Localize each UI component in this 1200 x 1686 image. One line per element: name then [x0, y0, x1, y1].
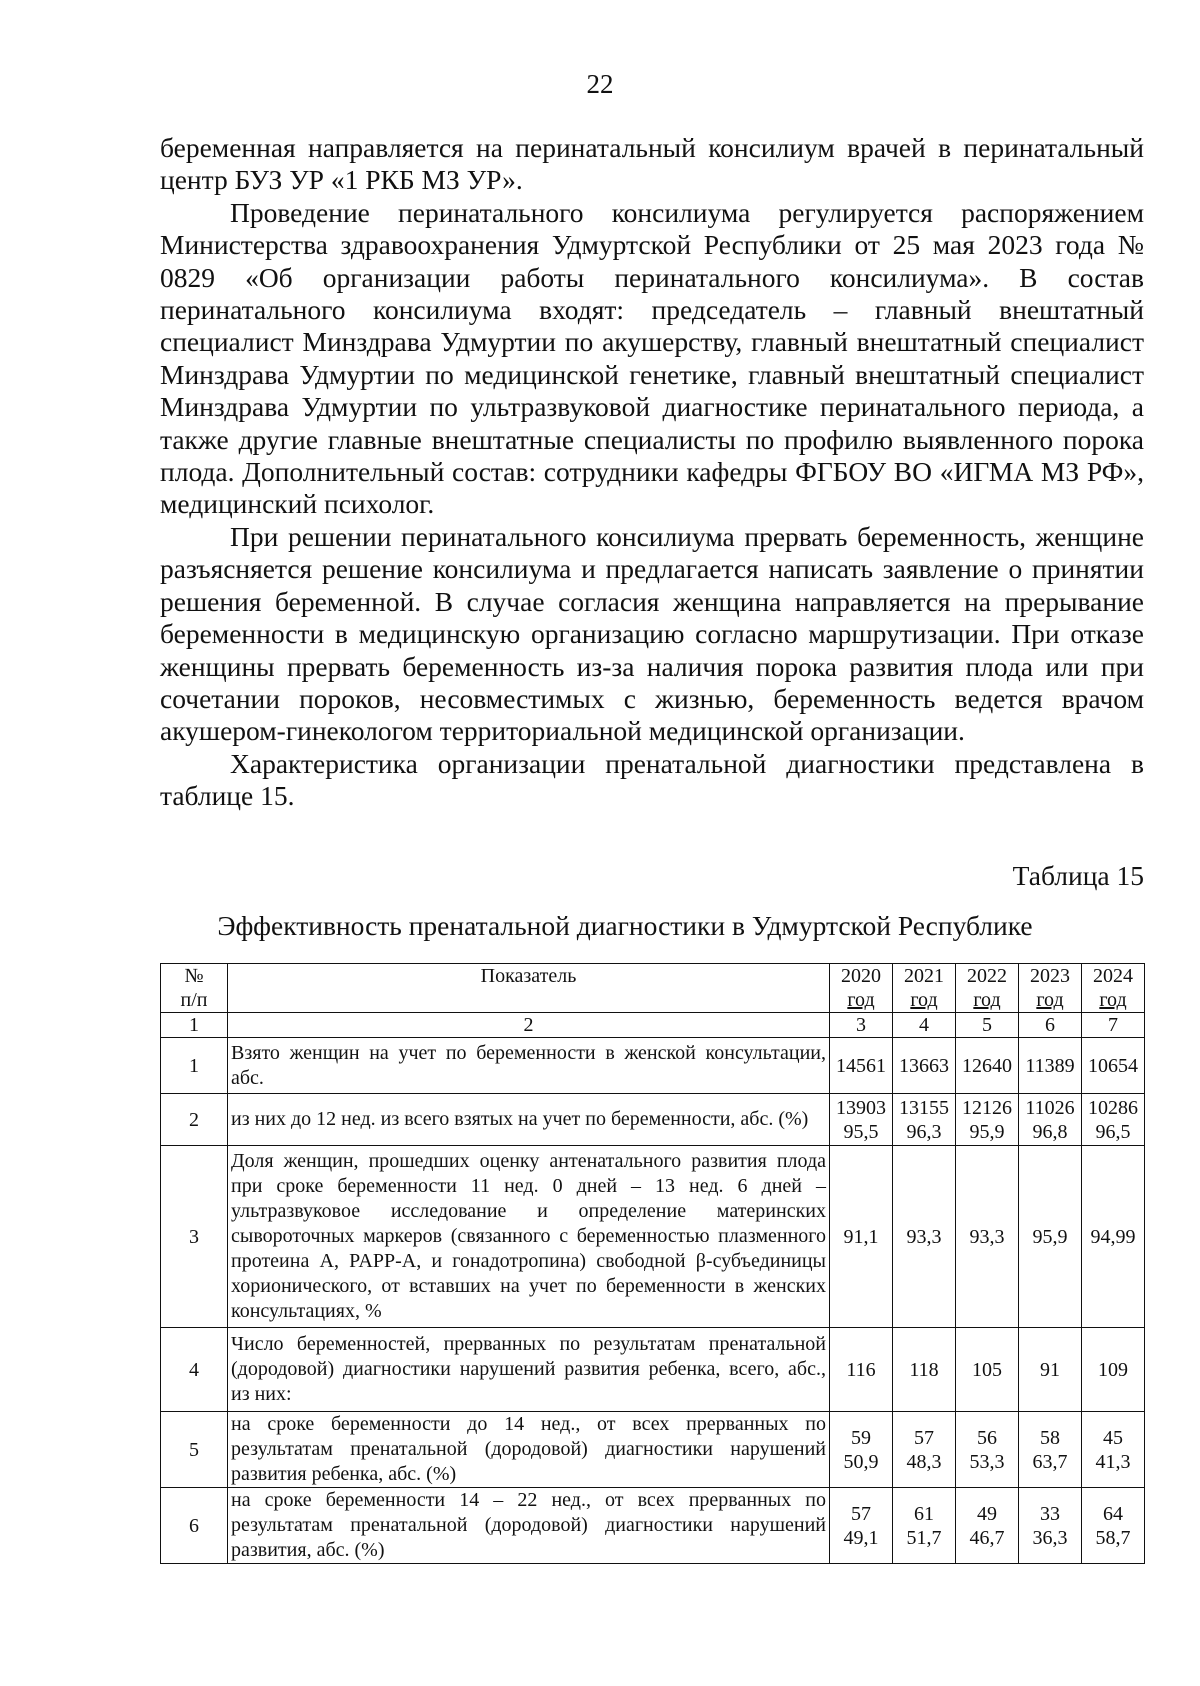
- row-indicator: на сроке беременности 14 – 22 нед., от всех прерванных по результатам пренатальной (дородовой) диагностики нарушений развития, абс. (%): [228, 1488, 830, 1564]
- value-absolute: 109: [1098, 1358, 1128, 1381]
- row-value-cell: [956, 1146, 1019, 1328]
- value-absolute: 12126: [962, 1096, 1012, 1119]
- row-indicator: Доля женщин, прошедших оценку антенатального развития плода при сроке беременности 11 нед. 0 дней – 13 нед. 6 дней – ультразвуковое исследование и определение материнских сывороточных маркеров (связанного с беременностью плазменного протеина А, PAPP-A, и гонадотропина) свободной β-субъединицы хорионического, от вставших на учет по беременности в женских консультациях, %: [228, 1146, 830, 1328]
- value-percent: 95,9: [969, 1120, 1005, 1143]
- value-absolute: 14561: [836, 1054, 886, 1077]
- row-value-cell: [1082, 1328, 1145, 1412]
- value-absolute: 94,99: [1090, 1225, 1136, 1248]
- column-number: 6: [1019, 1013, 1082, 1038]
- row-value-cell: [830, 1328, 893, 1412]
- value-absolute: 91: [1040, 1358, 1060, 1381]
- value-percent: 96,5: [1095, 1120, 1131, 1143]
- header-year-2021: [893, 964, 956, 1013]
- header-year-value: 2024: [1093, 965, 1133, 987]
- value-percent: 50,9: [843, 1450, 879, 1473]
- row-value-cell: [1082, 1412, 1145, 1488]
- value-absolute: 58: [1040, 1426, 1060, 1449]
- row-value-cell: [956, 1412, 1019, 1488]
- paragraph-2: Проведение перинатального консилиума регулируется распоряжением Министерства здравоохранения Удмуртской Республики от 25 мая 2023 года № 0829 «Об организации работы перинатального консилиума». В состав перинатального консилиума входят: председатель – главный внештатный специалист Минздрава Удмуртии по акушерству, главный внештатный специалист Минздрава Удмуртии по медицинской генетике, главный внештатный специалист Минздрава Удмуртии по ультразвуковой диагностике перинатального периода, а также другие главные внештатные специалисты по профилю выявленного порока плода. Дополнительный состав: сотрудники кафедры ФГБОУ ВО «ИГМА МЗ РФ», медицинский психолог.: [160, 196, 1144, 520]
- value-absolute: 116: [846, 1358, 876, 1381]
- value-absolute: 45: [1103, 1426, 1123, 1449]
- value-absolute: 105: [972, 1358, 1002, 1381]
- row-number: 1: [161, 1038, 228, 1094]
- row-value-cell: [893, 1094, 956, 1146]
- table-label: Таблица 15: [1012, 860, 1144, 891]
- value-absolute: 33: [1040, 1502, 1060, 1525]
- column-number: 4: [893, 1013, 956, 1038]
- row-value-cell: [956, 1094, 1019, 1146]
- row-number: 6: [161, 1488, 228, 1564]
- value-percent: 96,3: [906, 1120, 942, 1143]
- row-value-cell: [1019, 1146, 1082, 1328]
- row-value-cell: [830, 1412, 893, 1488]
- row-value-cell: [830, 1094, 893, 1146]
- value-absolute: 93,3: [969, 1225, 1005, 1248]
- header-year-value: 2023: [1030, 965, 1070, 987]
- header-year-word: год: [847, 989, 875, 1011]
- row-value-cell: [830, 1488, 893, 1564]
- value-absolute: 64: [1103, 1502, 1123, 1525]
- value-absolute: 11026: [1025, 1096, 1075, 1119]
- row-value-cell: [893, 1146, 956, 1328]
- header-year-word: год: [973, 989, 1001, 1011]
- header-num: [161, 964, 228, 1013]
- row-number: 4: [161, 1328, 228, 1412]
- row-indicator: на сроке беременности до 14 нед., от всех прерванных по результатам пренатальной (дородовой) диагностики нарушений развития ребенка, абс. (%): [228, 1412, 830, 1488]
- column-number-row: [161, 1013, 1145, 1038]
- row-number: 3: [161, 1146, 228, 1328]
- row-value-cell: [1019, 1488, 1082, 1564]
- value-percent: 36,3: [1032, 1526, 1068, 1549]
- row-value-cell: [893, 1488, 956, 1564]
- row-value-cell: [1082, 1146, 1145, 1328]
- value-percent: 63,7: [1032, 1450, 1068, 1473]
- value-absolute: 13155: [899, 1096, 949, 1119]
- table-header-row: [161, 964, 1145, 1013]
- header-year-2023: [1019, 964, 1082, 1013]
- column-number: 3: [830, 1013, 893, 1038]
- prenatal-diagnostics-table: [160, 963, 1145, 1564]
- row-value-cell: [1019, 1038, 1082, 1094]
- value-absolute: 93,3: [906, 1225, 942, 1248]
- row-value-cell: [1019, 1094, 1082, 1146]
- table-row: [161, 1146, 1145, 1328]
- value-absolute: 95,9: [1032, 1225, 1068, 1248]
- row-number: 2: [161, 1094, 228, 1146]
- row-value-cell: [830, 1038, 893, 1094]
- row-value-cell: [893, 1412, 956, 1488]
- value-percent: 49,1: [843, 1526, 879, 1549]
- row-value-cell: [830, 1146, 893, 1328]
- row-value-cell: [1082, 1094, 1145, 1146]
- page-number: 22: [586, 69, 614, 99]
- value-percent: 95,5: [843, 1120, 879, 1143]
- row-value-cell: [1019, 1328, 1082, 1412]
- header-num-line1: №: [184, 965, 204, 987]
- header-year-word: год: [1099, 989, 1127, 1011]
- value-percent: 51,7: [906, 1526, 942, 1549]
- value-absolute: 13663: [899, 1054, 949, 1077]
- row-value-cell: [893, 1038, 956, 1094]
- column-number: 2: [228, 1013, 830, 1038]
- value-absolute: 118: [909, 1358, 939, 1381]
- row-value-cell: [956, 1038, 1019, 1094]
- table-row: [161, 1094, 1145, 1146]
- value-percent: 58,7: [1095, 1526, 1131, 1549]
- header-year-value: 2020: [841, 965, 881, 987]
- value-absolute: 12640: [962, 1054, 1012, 1077]
- value-percent: 48,3: [906, 1450, 942, 1473]
- header-year-2024: [1082, 964, 1145, 1013]
- table-row: [161, 1038, 1145, 1094]
- row-value-cell: [893, 1328, 956, 1412]
- row-indicator: Число беременностей, прерванных по результатам пренатальной (дородовой) диагностики нарушений развития ребенка, всего, абс., из них:: [228, 1328, 830, 1412]
- paragraph-4: Характеристика организации пренатальной диагностики представлена в таблице 15.: [160, 747, 1144, 812]
- row-value-cell: [1082, 1038, 1145, 1094]
- value-absolute: 91,1: [843, 1225, 879, 1248]
- value-absolute: 10286: [1088, 1096, 1138, 1119]
- row-number: 5: [161, 1412, 228, 1488]
- header-num-line2: п/п: [180, 989, 208, 1011]
- header-year-word: год: [1036, 989, 1064, 1011]
- value-absolute: 56: [977, 1426, 997, 1449]
- paragraph-3: При решении перинатального консилиума прервать беременность, женщине разъясняется решение консилиума и предлагается написать заявление о принятии решения беременной. В случае согласия женщина направляется на прерывание беременности в медицинскую организацию согласно маршрутизации. При отказе женщины прервать беременность из-за наличия порока развития плода или при сочетании пороков, несовместимых с жизнью, беременность ведется врачом акушером-гинекологом территориальной медицинской организации.: [160, 520, 1144, 747]
- table-body: [161, 1038, 1145, 1564]
- value-absolute: 61: [914, 1502, 934, 1525]
- value-absolute: 11389: [1025, 1054, 1075, 1077]
- table-title: Эффективность пренатальной диагностики в Удмуртской Республике: [217, 910, 1033, 941]
- table-row: [161, 1488, 1145, 1564]
- value-percent: 96,8: [1032, 1120, 1068, 1143]
- value-absolute: 57: [914, 1426, 934, 1449]
- table-row: [161, 1412, 1145, 1488]
- body-text: [160, 132, 1144, 813]
- row-indicator: Взято женщин на учет по беременности в женской консультации, абс.: [228, 1038, 830, 1094]
- header-year-value: 2022: [967, 965, 1007, 987]
- value-percent: 46,7: [969, 1526, 1005, 1549]
- paragraph-1: беременная направляется на перинатальный консилиум врачей в перинатальный центр БУЗ УР «1 РКБ МЗ УР».: [160, 132, 1144, 196]
- column-number: 1: [161, 1013, 228, 1038]
- row-value-cell: [956, 1328, 1019, 1412]
- header-indicator: Показатель: [228, 964, 830, 1013]
- value-percent: 53,3: [969, 1450, 1005, 1473]
- header-year-2022: [956, 964, 1019, 1013]
- value-absolute: 49: [977, 1502, 997, 1525]
- table-row: [161, 1328, 1145, 1412]
- header-year-2020: [830, 964, 893, 1013]
- column-number: 7: [1082, 1013, 1145, 1038]
- row-value-cell: [1082, 1488, 1145, 1564]
- value-absolute: 13903: [836, 1096, 886, 1119]
- column-number: 5: [956, 1013, 1019, 1038]
- header-year-word: год: [910, 989, 938, 1011]
- value-absolute: 57: [851, 1502, 871, 1525]
- value-absolute: 59: [851, 1426, 871, 1449]
- row-value-cell: [1019, 1412, 1082, 1488]
- value-percent: 41,3: [1095, 1450, 1131, 1473]
- row-value-cell: [956, 1488, 1019, 1564]
- header-year-value: 2021: [904, 965, 944, 987]
- row-indicator: из них до 12 нед. из всего взятых на учет по беременности, абс. (%): [228, 1094, 830, 1146]
- value-absolute: 10654: [1088, 1054, 1138, 1077]
